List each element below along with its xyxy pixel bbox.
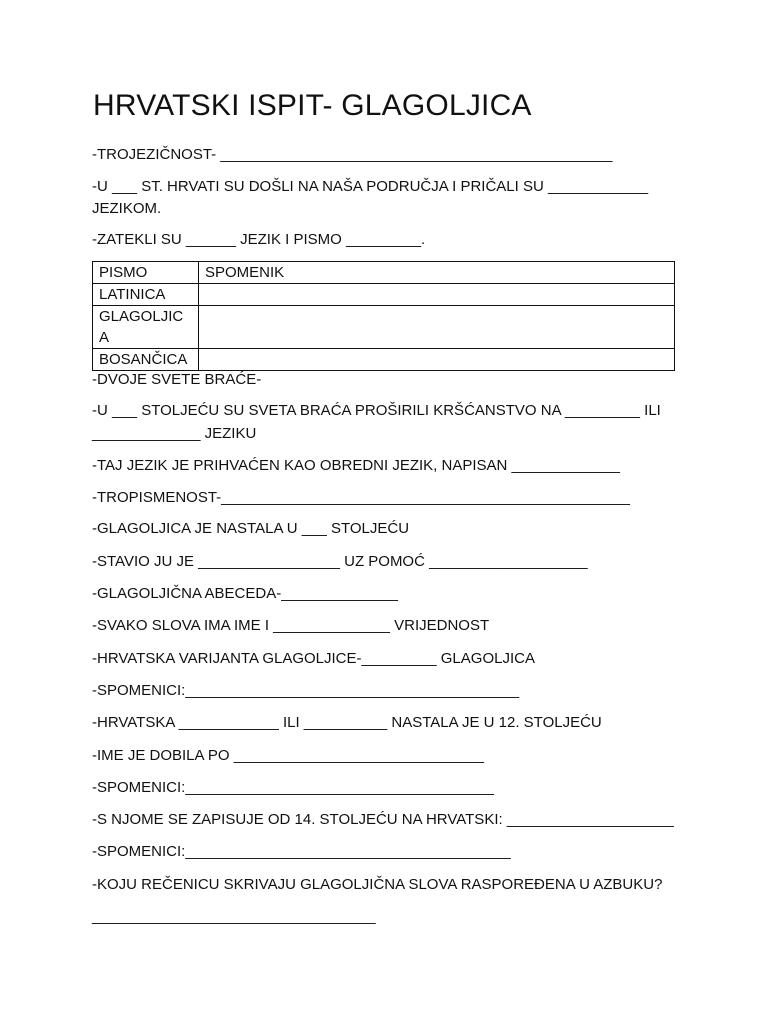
question-line: -HRVATSKA ____________ ILI __________ NASTALA JE U 12. STOLJEĆU — [92, 714, 602, 731]
question-line: -SPOMENICI:________________________________________ — [92, 682, 520, 699]
table-cell-text: GLAGOLJIC — [99, 308, 184, 325]
question-line: -S NJOME SE ZAPISUJE OD 14. STOLJEĆU NA HRVATSKI: ____________________ — [92, 811, 674, 828]
question-line: -SVAKO SLOVA IMA IME I ______________ VRIJEDNOST — [92, 617, 490, 634]
question-line: -HRVATSKA VARIJANTA GLAGOLJICE-_________ GLAGOLJICA — [92, 650, 535, 667]
question-line: -U ___ STOLJEĆU SU SVETA BRAĆA PROŠIRILI KRŠĆANSTVO NA _________ ILI — [92, 402, 661, 419]
table-header-row — [93, 262, 675, 284]
table-header-cell: PISMO — [93, 262, 199, 284]
question-line: -DVOJE SVETE BRAĆE- — [92, 371, 262, 388]
question-line: -TROJEZIČNOST- _______________________________________________ — [92, 146, 613, 163]
question-line: _____________ JEZIKU — [92, 425, 257, 442]
table-cell-blank — [199, 284, 675, 306]
question-line: -TROPISMENOST-_________________________________________________ — [92, 489, 630, 506]
question-line: -U ___ ST. HRVATI SU DOŠLI NA NAŠA PODRUČJA I PRIČALI SU ____________ — [92, 178, 649, 195]
question-line: -ZATEKLI SU ______ JEZIK I PISMO _________. — [92, 231, 426, 248]
table-cell: BOSANČICA — [93, 349, 199, 371]
question-line: JEZIKOM. — [92, 200, 162, 217]
table-row — [93, 306, 675, 349]
table-header-cell: SPOMENIK — [199, 262, 675, 284]
table-cell-text-wrap: A — [99, 329, 110, 346]
table-cell-blank — [199, 349, 675, 371]
table-cell: LATINICA — [93, 284, 199, 306]
table-cell-blank — [199, 306, 675, 349]
table-row — [93, 349, 675, 371]
question-line: -GLAGOLJICA JE NASTALA U ___ STOLJEĆU — [92, 520, 410, 537]
question-line: -GLAGOLJIČNA ABECEDA-______________ — [92, 585, 399, 602]
question-line: -STAVIO JU JE _________________ UZ POMOĆ ___________________ — [92, 553, 588, 570]
question-line: -SPOMENICI:_____________________________________ — [92, 779, 495, 796]
question-line: -KOJU REČENICU SKRIVAJU GLAGOLJIČNA SLOVA RASPOREĐENA U AZBUKU? — [92, 876, 663, 893]
table-cell — [93, 306, 199, 349]
script-monument-table — [92, 261, 675, 371]
document-title: HRVATSKI ISPIT- GLAGOLJICA — [93, 89, 532, 122]
table-row — [93, 284, 675, 306]
question-line: -TAJ JEZIK JE PRIHVAĆEN KAO OBREDNI JEZIK, NAPISAN _____________ — [92, 457, 620, 474]
question-line: -IME JE DOBILA PO ______________________________ — [92, 747, 484, 764]
answer-blank-line: __________________________________ — [92, 908, 376, 925]
question-line: -SPOMENICI:_______________________________________ — [92, 843, 511, 860]
